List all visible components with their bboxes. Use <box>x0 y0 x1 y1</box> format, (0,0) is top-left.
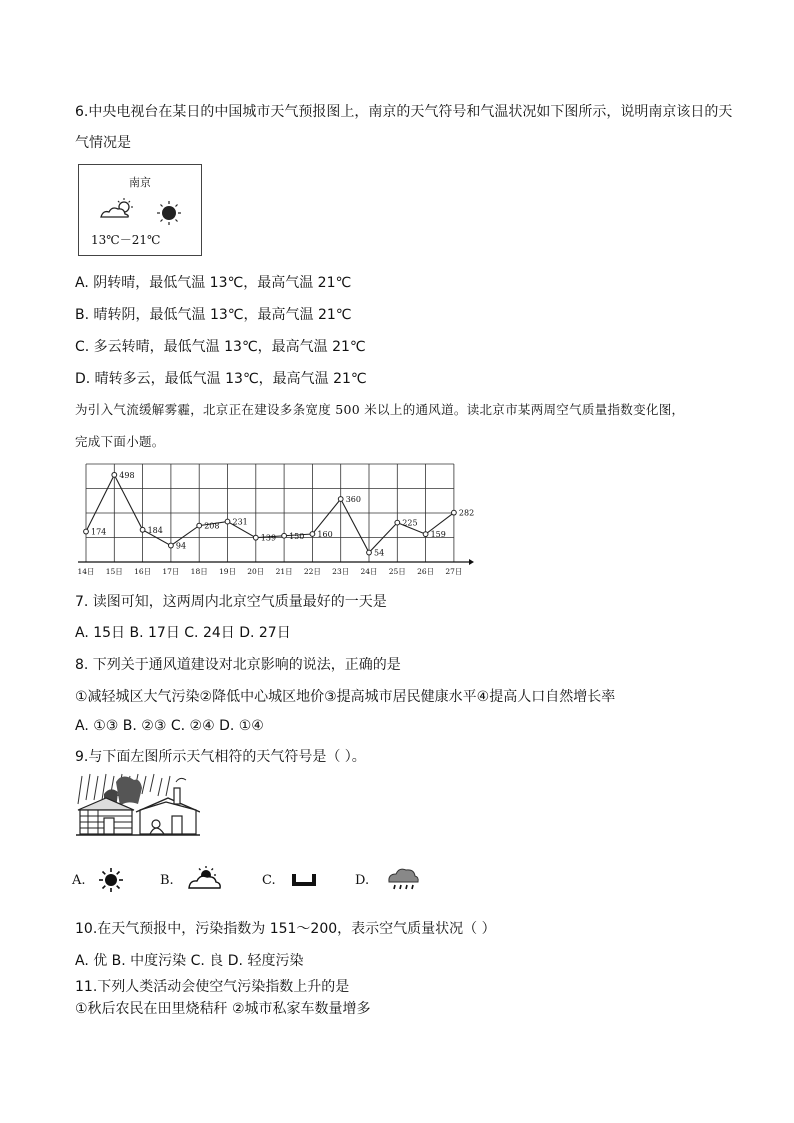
x-tick-label: 19日 <box>218 567 237 576</box>
data-label: 225 <box>402 518 418 528</box>
x-tick-label: 26日 <box>417 567 435 576</box>
nanjing-weather-box <box>78 164 202 256</box>
q6-option-a: A. 阴转晴，最低气温 13℃，最高气温 21℃ <box>75 275 352 291</box>
x-tick-label: 22日 <box>303 567 321 576</box>
intro-line1: 为引入气流缓解雾霾，北京正在建设多条宽度 500 米以上的通风道。读北京市某两周空气质量指数变化图， <box>75 402 685 417</box>
x-tick-label: 27日 <box>445 567 463 576</box>
sun-icon <box>98 867 124 893</box>
chart-grid <box>78 464 474 565</box>
data-label: 174 <box>91 527 107 537</box>
x-tick-label: 16日 <box>134 567 152 576</box>
data-point <box>423 532 428 537</box>
data-point <box>225 519 230 524</box>
x-tick-label: 25日 <box>388 567 406 576</box>
data-point <box>169 543 174 548</box>
data-label: 159 <box>430 530 446 540</box>
data-point <box>253 535 258 540</box>
q9-letter-a: A. <box>72 873 86 888</box>
sandstorm-icon <box>290 872 318 888</box>
data-point <box>140 527 145 532</box>
sun-icon <box>157 201 181 225</box>
data-label: 282 <box>458 508 474 518</box>
x-tick-label: 24日 <box>360 567 378 576</box>
q7-stem: 7. 读图可知，这两周内北京空气质量最好的一天是 <box>75 594 387 610</box>
chart-data-labels <box>91 471 474 558</box>
data-point <box>367 550 372 555</box>
data-point <box>84 529 89 534</box>
intro-line2: 完成下面小题。 <box>75 434 165 449</box>
x-tick-label: 15日 <box>105 567 123 576</box>
box-temp-range: 13℃－21℃ <box>91 233 161 247</box>
cloudy-sun-icon <box>186 866 222 892</box>
q7-options: A. 15日 B. 17日 C. 24日 D. 27日 <box>75 625 291 641</box>
data-label: 498 <box>119 470 135 480</box>
q6-stem-line2: 气情况是 <box>75 135 131 151</box>
q9-letter-c: C. <box>262 873 276 888</box>
q9-letter-d: D. <box>355 873 370 888</box>
q8-stem: 8. 下列关于通风道建设对北京影响的说法，正确的是 <box>75 657 401 673</box>
data-label: 139 <box>260 533 277 543</box>
data-point <box>112 472 117 477</box>
x-tick-label: 17日 <box>162 567 180 576</box>
q6-stem-line1: 6.中央电视台在某日的中国城市天气预报图上，南京的天气符号和气温状况如下图所示，说明南京该日的天 <box>75 104 733 120</box>
q6-option-c: C. 多云转晴，最低气温 13℃，最高气温 21℃ <box>75 339 366 355</box>
x-tick-label: 23日 <box>332 567 350 576</box>
data-point <box>310 532 315 537</box>
q8-options: A. ①③ B. ②③ C. ②④ D. ①④ <box>75 718 264 734</box>
q9-stem: 9.与下面左图所示天气相符的天气符号是（ ）。 <box>75 749 366 765</box>
q6-option-b: B. 晴转阴，最低气温 13℃，最高气温 21℃ <box>75 307 352 323</box>
data-point <box>395 520 400 525</box>
data-label: 184 <box>147 525 163 535</box>
chart-x-ticks <box>77 567 462 576</box>
storm-scene-illustration <box>76 770 200 838</box>
q9-letter-b: B. <box>160 873 174 888</box>
data-point <box>197 523 202 528</box>
data-label: 208 <box>204 521 220 531</box>
air-quality-chart <box>74 459 474 581</box>
x-tick-label: 21日 <box>275 567 293 576</box>
data-label: 94 <box>175 541 187 551</box>
x-tick-label: 14日 <box>77 567 95 576</box>
partly-cloudy-icon <box>97 197 137 223</box>
q6-option-d: D. 晴转多云，最低气温 13℃，最高气温 21℃ <box>75 371 367 387</box>
q8-items: ①减轻城区大气污染②降低中心城区地价③提高城市居民健康水平④提高人口自然增长率 <box>75 689 616 705</box>
data-label: 231 <box>232 517 248 527</box>
rain-cloud-icon <box>386 864 420 894</box>
x-tick-label: 20日 <box>247 567 265 576</box>
q10-options: A. 优 B. 中度污染 C. 良 D. 轻度污染 <box>75 953 304 969</box>
data-label: 160 <box>317 530 333 539</box>
x-axis-arrow <box>469 559 474 565</box>
q11-stem: 11.下列人类活动会使空气污染指数上升的是 <box>75 979 350 995</box>
q11-items: ①秋后农民在田里烧秸秆 ②城市私家车数量增多 <box>75 1001 371 1017</box>
data-label: 54 <box>374 548 385 558</box>
data-point <box>452 510 457 515</box>
data-point <box>338 497 343 502</box>
q10-stem: 10.在天气预报中，污染指数为 151～200，表示空气质量状况（ ） <box>75 921 496 937</box>
data-point <box>282 533 287 538</box>
box-city-label: 南京 <box>129 176 151 189</box>
x-tick-label: 18日 <box>190 567 208 576</box>
data-label: 150 <box>289 531 305 541</box>
data-label: 360 <box>345 495 361 504</box>
